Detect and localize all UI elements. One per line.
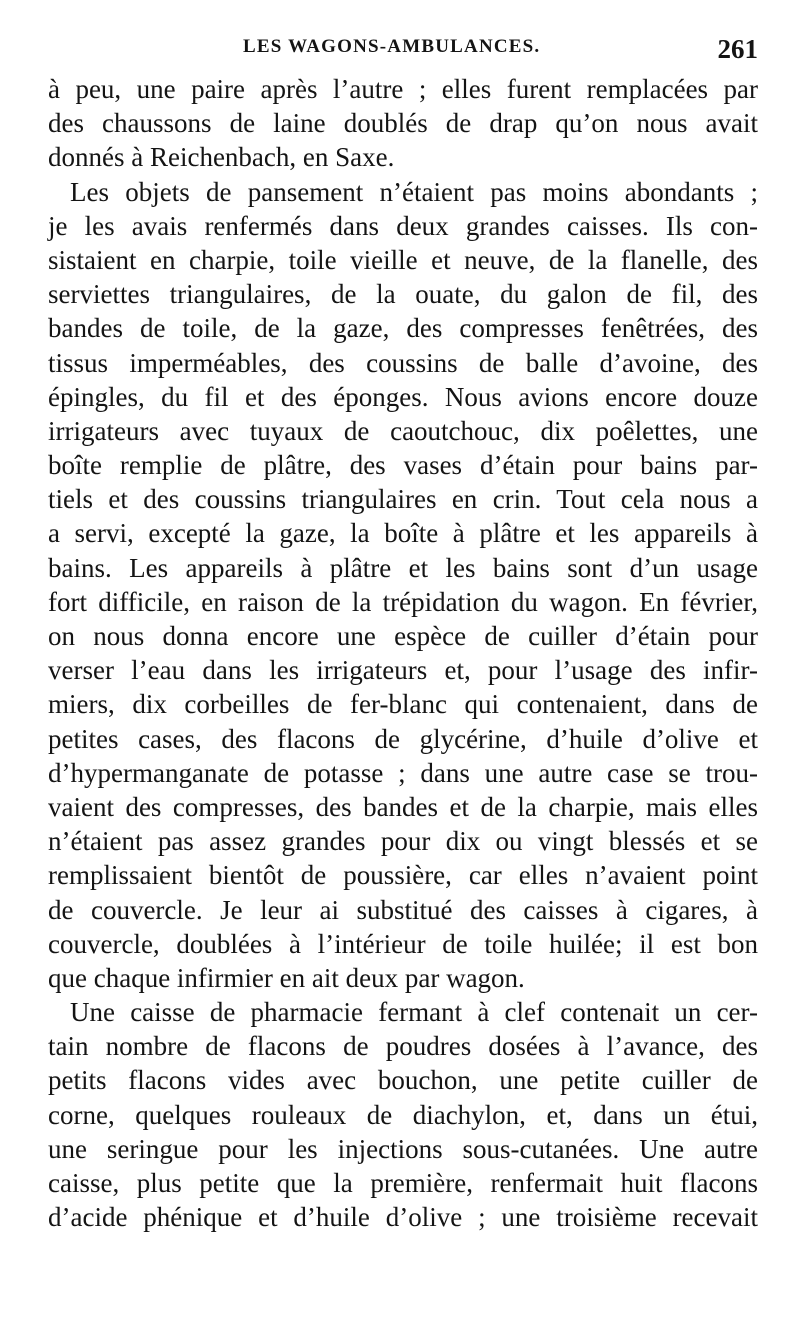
text-line: une seringue pour les injections sous-cutanées. Une autre	[48, 1133, 758, 1164]
paragraph	[48, 72, 758, 175]
text-line: de couvercle. Je leur ai substitué des caisses à cigares, à	[48, 894, 758, 925]
text-line: des chaussons de laine doublés de drap qu’on nous avait	[48, 108, 758, 139]
text-line: remplissaient bientôt de poussière, car elles n’avaient point	[48, 860, 758, 891]
text-line: n’étaient pas assez grandes pour dix ou vingt blessés et se	[48, 826, 758, 857]
text-line: boîte remplie de plâtre, des vases d’étain pour bains par-	[48, 450, 758, 481]
text-line: petits flacons vides avec bouchon, une petite cuiller de	[48, 1065, 758, 1096]
text-line: bains. Les appareils à plâtre et les bains sont d’un usage	[48, 552, 758, 583]
text-line: miers, dix corbeilles de fer-blanc qui contenaient, dans de	[48, 689, 758, 720]
text-line: corne, quelques rouleaux de diachylon, et, dans un étui,	[48, 1099, 758, 1130]
text-line: à peu, une paire après l’autre ; elles furent remplacées par	[48, 74, 758, 104]
text-line: vaient des compresses, des bandes et de la charpie, mais elles	[48, 791, 758, 822]
paragraph	[48, 175, 758, 996]
text-line: d’acide phénique et d’huile d’olive ; une troisième recevait	[48, 1202, 758, 1233]
text-line: d’hypermanganate de potasse ; dans une autre case se trou-	[48, 757, 758, 788]
text-line: serviettes triangulaires, de la ouate, du galon de fil, des	[48, 279, 758, 310]
text-line: bandes de toile, de la gaze, des compresses fenêtrées, des	[48, 313, 758, 344]
text-line: sistaient en charpie, toile vieille et neuve, de la flanelle, des	[48, 244, 758, 275]
text-line: tiels et des coussins triangulaires en crin. Tout cela nous a	[48, 484, 758, 515]
text-line: Les objets de pansement n’étaient pas moins abondants ;	[70, 176, 758, 207]
running-head-title: LES WAGONS-AMBULANCES.	[243, 36, 541, 57]
text-line: que chaque infirmier en ait deux par wagon.	[48, 962, 525, 993]
text-line: donnés à Reichenbach, en Saxe.	[48, 142, 395, 173]
text-line: verser l’eau dans les irrigateurs et, pour l’usage des infir-	[48, 655, 758, 686]
paragraph	[48, 995, 758, 1234]
page-number: 261	[717, 34, 758, 64]
text-line: Une caisse de pharmacie fermant à clef contenait un cer-	[70, 997, 758, 1028]
text-line: on nous donna encore une espèce de cuiller d’étain pour	[48, 621, 758, 651]
running-head	[48, 30, 758, 70]
text-line: épingles, du fil et des éponges. Nous avions encore douze	[48, 381, 758, 412]
text-line: je les avais renfermés dans deux grandes caisses. Ils con-	[48, 210, 758, 241]
text-line: tain nombre de flacons de poudres dosées à l’avance, des	[48, 1031, 758, 1062]
text-line: couvercle, doublées à l’intérieur de toile huilée; il est bon	[48, 928, 758, 959]
text-line: tissus imperméables, des coussins de balle d’avoine, des	[48, 347, 758, 378]
text-line: fort difficile, en raison de la trépidation du wagon. En février,	[48, 586, 758, 617]
text-line: irrigateurs avec tuyaux de caoutchouc, dix poêlettes, une	[48, 415, 758, 446]
text-line: petites cases, des flacons de glycérine, d’huile d’olive et	[48, 723, 758, 754]
text-line: caisse, plus petite que la première, renfermait huit flacons	[48, 1168, 758, 1198]
text-line: a servi, excepté la gaze, la boîte à plâtre et les appareils à	[48, 518, 758, 549]
body-text	[48, 72, 758, 1234]
